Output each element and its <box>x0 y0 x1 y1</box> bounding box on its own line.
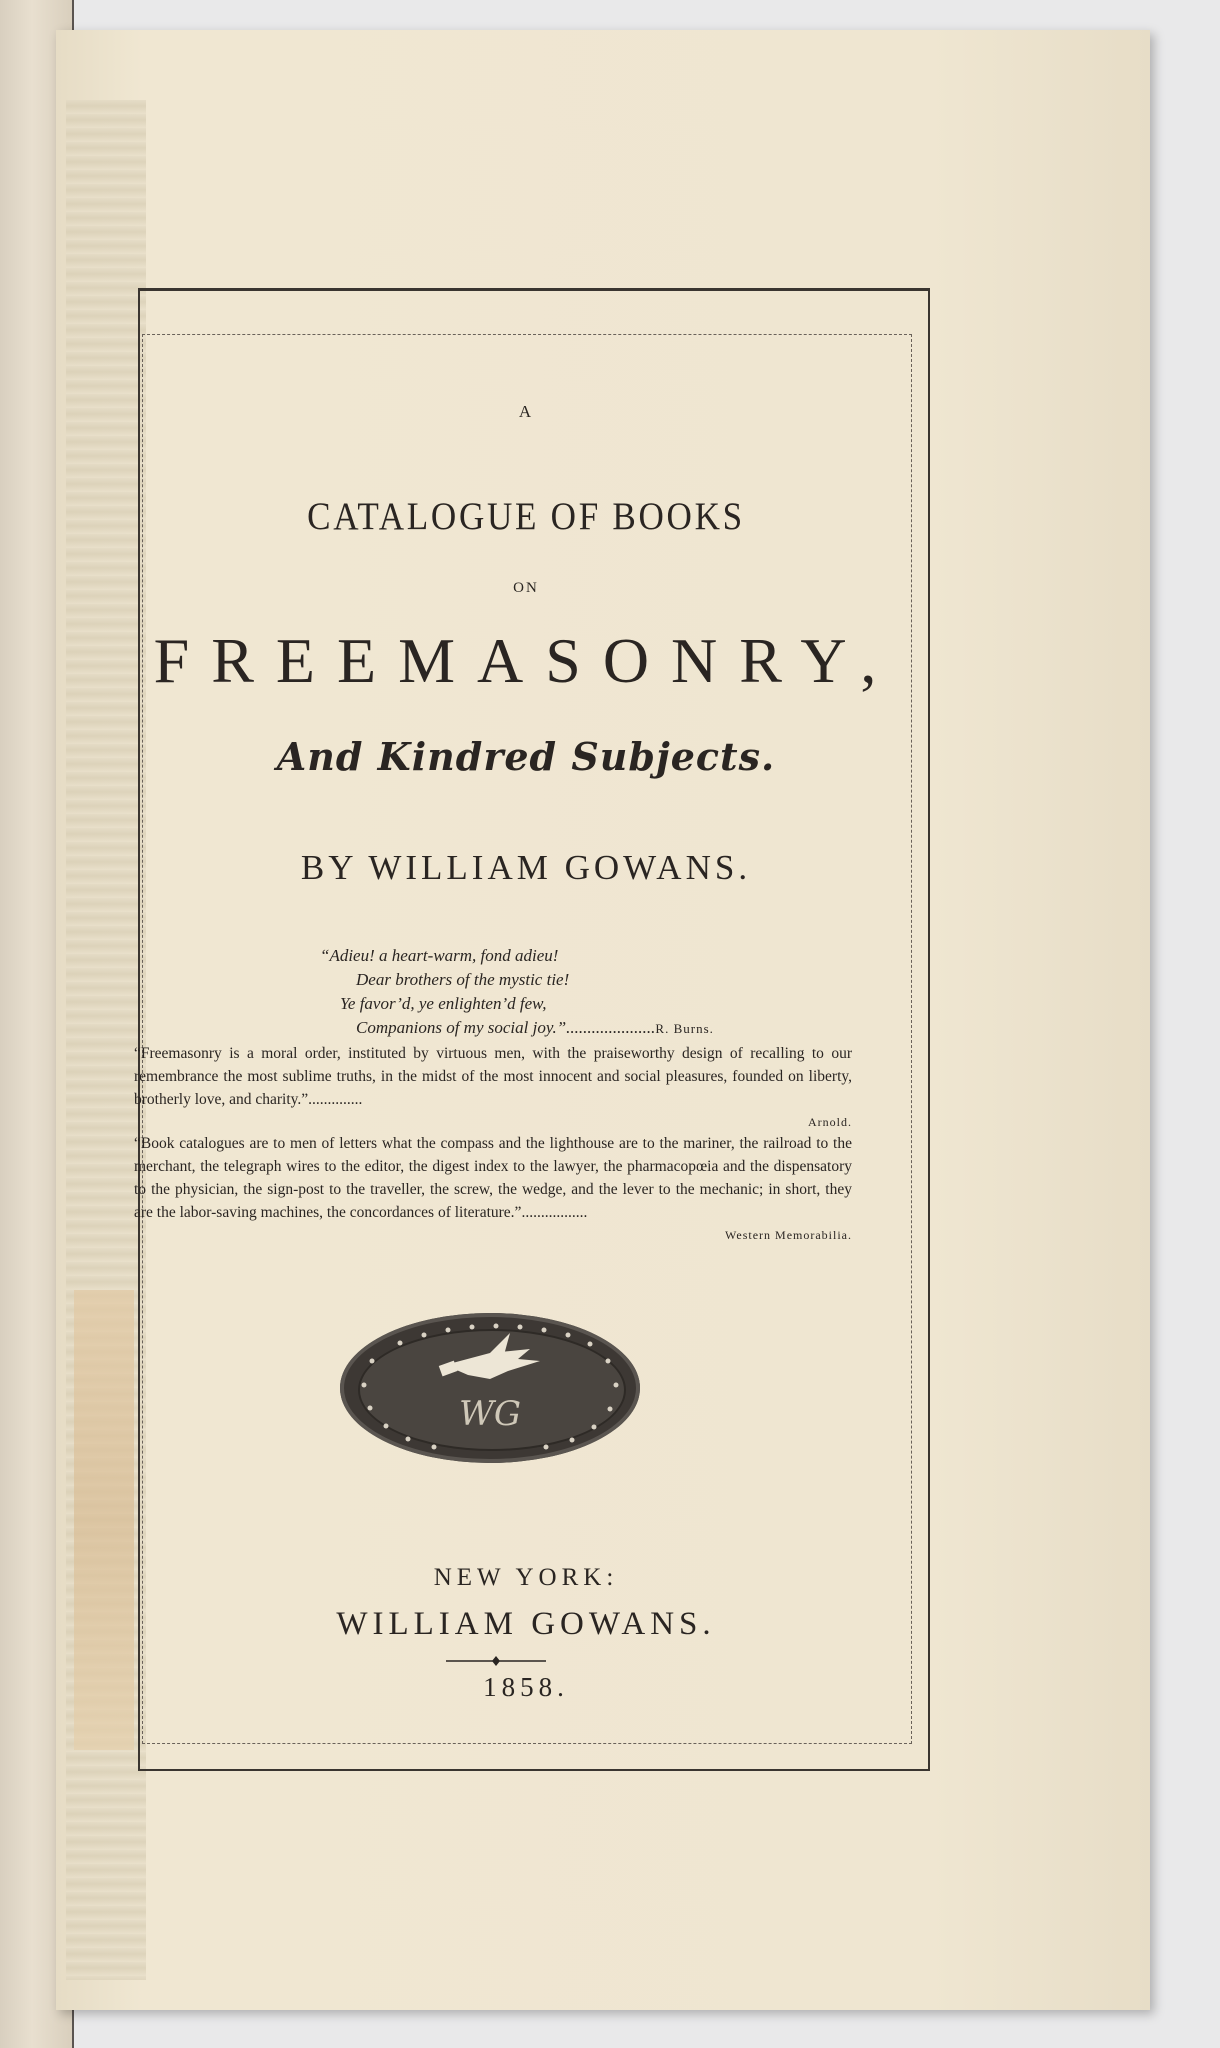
gutter-stain <box>74 1290 134 1750</box>
title-subject: FREEMASONRY, <box>153 625 899 696</box>
imprint-publisher: WILLIAM GOWANS. <box>336 1606 716 1642</box>
quote-attribution: Arnold. <box>808 1115 852 1129</box>
poem-line: “Adieu! a heart-warm, fond adieu! <box>320 946 559 965</box>
poem-line-text: Companions of my social joy.”..................... <box>356 1018 656 1037</box>
poem-line: Ye favor’d, ye enlighten’d few, <box>340 994 547 1013</box>
quote-text: “Freemasonry is a moral order, instituted by virtuous men, with the praiseworthy design of recalling to our remembrance the most sublime truths, in the midst of the most innocent and social pleasures, founded on liberty, brotherly love, and charity.”.............. <box>134 1045 852 1108</box>
ornamental-rule-icon <box>446 1655 546 1667</box>
quote-text: “Book catalogues are to men of letters what the compass and the lighthouse are to the mariner, the railroad to the merchant, the telegraph wires to the editor, the digest index to the lawyer, the pharmacopœia and the dispensatory to the physician, the sign-post to the traveller, the screw, the wedge, and the lever to the mechanic; in short, they are the labor-saving machines, the concordances of literature.”................. <box>134 1135 852 1221</box>
title-catalogue: CATALOGUE OF BOOKS <box>307 495 745 538</box>
seal-ornament <box>340 1313 640 1463</box>
epigraph-quote-freemasonry <box>134 1042 852 1134</box>
title-on: ON <box>513 580 539 596</box>
epigraph-quote-catalogues <box>134 1132 852 1247</box>
epigraph-poem <box>320 944 860 1041</box>
dove-with-letter-icon <box>439 1333 540 1379</box>
poem-line: Dear brothers of the mystic tie! <box>356 970 570 989</box>
imprint-year: 1858. <box>483 1672 569 1702</box>
subtitle: And Kindred Subjects. <box>276 734 776 779</box>
title-article: A <box>518 402 534 421</box>
seal-monogram: WG <box>458 1394 522 1434</box>
poem-attribution: R. Burns. <box>655 1021 714 1036</box>
poem-line <box>320 1016 860 1041</box>
quote-attribution: Western Memorabilia. <box>725 1228 852 1242</box>
author-line: BY WILLIAM GOWANS. <box>300 848 752 887</box>
publisher-seal <box>340 1313 640 1463</box>
imprint-place: NEW YORK: <box>433 1564 619 1591</box>
